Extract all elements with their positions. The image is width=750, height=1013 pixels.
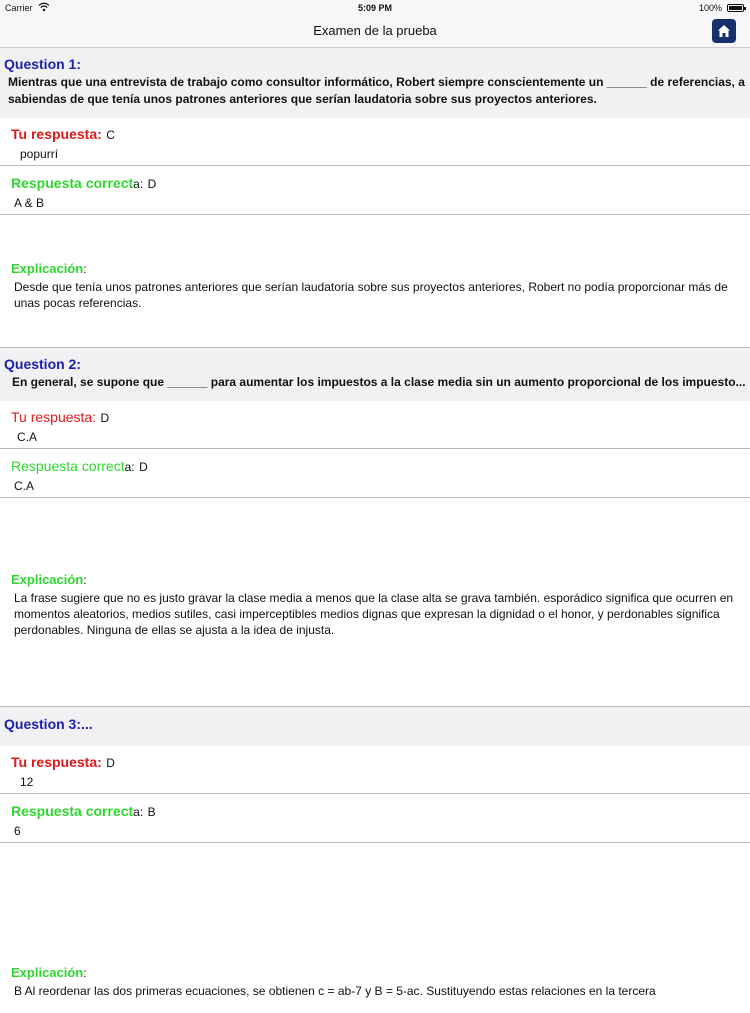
status-bar xyxy=(0,0,750,16)
correct-answer-value: A & B xyxy=(14,196,45,210)
status-time: 5:09 PM xyxy=(357,3,392,13)
correct-answer-label-suffix: a: xyxy=(133,805,144,819)
carrier-label: Carrier xyxy=(5,3,33,13)
your-answer-label: Tu respuesta: xyxy=(11,754,102,770)
explanation-text: La frase sugiere que no es justo gravar la clase media a menos que la clase alta se grava también. esporádico significa que ocurren en momentos aleatorios, medios sutiles, casi imperceptibles medios dignas que expresan la dignidad o el honor, y perdonables significa perdonables. Ninguna de ellas se ajusta a la idea de injusta. xyxy=(14,591,734,637)
your-answer-letter: C xyxy=(106,128,115,142)
explanation-section xyxy=(0,498,750,707)
nav-bar xyxy=(0,16,750,48)
battery-icon xyxy=(727,4,744,12)
question-header xyxy=(0,707,750,746)
correct-answer-section xyxy=(0,166,750,215)
your-answer-section xyxy=(0,746,750,794)
correct-answer-letter: B xyxy=(147,805,156,819)
correct-answer-letter: D xyxy=(139,460,148,474)
results-list[interactable] xyxy=(0,48,750,1013)
explanation-colon: : xyxy=(83,262,87,276)
your-answer-value: popurrí xyxy=(20,147,59,161)
correct-answer-label: Respuesta correct xyxy=(11,458,125,474)
question-title: Question 2: xyxy=(4,356,82,372)
correct-answer-value: 6 xyxy=(14,824,21,838)
home-icon xyxy=(716,23,732,39)
explanation-section xyxy=(0,215,750,348)
explanation-colon: : xyxy=(83,966,87,980)
battery-percent: 100% xyxy=(698,3,722,13)
explanation-text: Desde que tenía unos patrones anteriores que serían laudatoria sobre sus proyectos anteriores, Robert no podía proporcionar más de unas pocas referencias. xyxy=(14,280,728,310)
question-1 xyxy=(0,48,750,348)
your-answer-value: C.A xyxy=(17,430,38,444)
explanation-text: B Al reordenar las dos primeras ecuaciones, se obtienen c = ab-7 y B = 5-ac. Sustituyendo estas relaciones en la tercera xyxy=(14,984,656,998)
question-3 xyxy=(0,707,750,1013)
explanation-section xyxy=(0,843,750,1013)
question-header xyxy=(0,48,750,118)
home-button[interactable] xyxy=(712,19,736,43)
question-text: En general, se supone que ______ para aumentar los impuestos a la clase media sin un aumento proporcional de los impuesto... xyxy=(12,375,746,389)
page-title: Examen de la prueba xyxy=(313,23,437,38)
correct-answer-value: C.A xyxy=(14,479,35,493)
question-2 xyxy=(0,348,750,707)
question-title: Question 1: xyxy=(4,56,82,72)
correct-answer-label: Respuesta correct xyxy=(11,803,134,819)
your-answer-value: 12 xyxy=(20,775,34,789)
question-text: Mientras que una entrevista de trabajo como consultor informático, Robert siempre conscientemente un ______ de referencias, a sabiendas de que tenía unos patrones anteriores que serían laudatoria sobre sus proyectos anteriores. xyxy=(8,75,745,106)
explanation-label: Explicación xyxy=(11,261,84,276)
correct-answer-section xyxy=(0,794,750,843)
explanation-label: Explicación xyxy=(11,965,84,980)
your-answer-label: Tu respuesta: xyxy=(11,126,102,142)
your-answer-section xyxy=(0,401,750,449)
your-answer-letter: D xyxy=(100,411,110,425)
correct-answer-letter: D xyxy=(147,177,157,191)
correct-answer-label-suffix: a: xyxy=(124,460,135,474)
correct-answer-label-suffix: a: xyxy=(133,177,144,191)
explanation-colon: : xyxy=(83,573,87,587)
correct-answer-label: Respuesta correct xyxy=(11,175,134,191)
question-header xyxy=(0,348,750,401)
your-answer-label: Tu respuesta: xyxy=(11,409,97,425)
question-title: Question 3:... xyxy=(4,716,93,732)
correct-answer-section xyxy=(0,449,750,498)
your-answer-letter: D xyxy=(106,756,115,770)
your-answer-section xyxy=(0,118,750,166)
explanation-label: Explicación xyxy=(11,572,84,587)
